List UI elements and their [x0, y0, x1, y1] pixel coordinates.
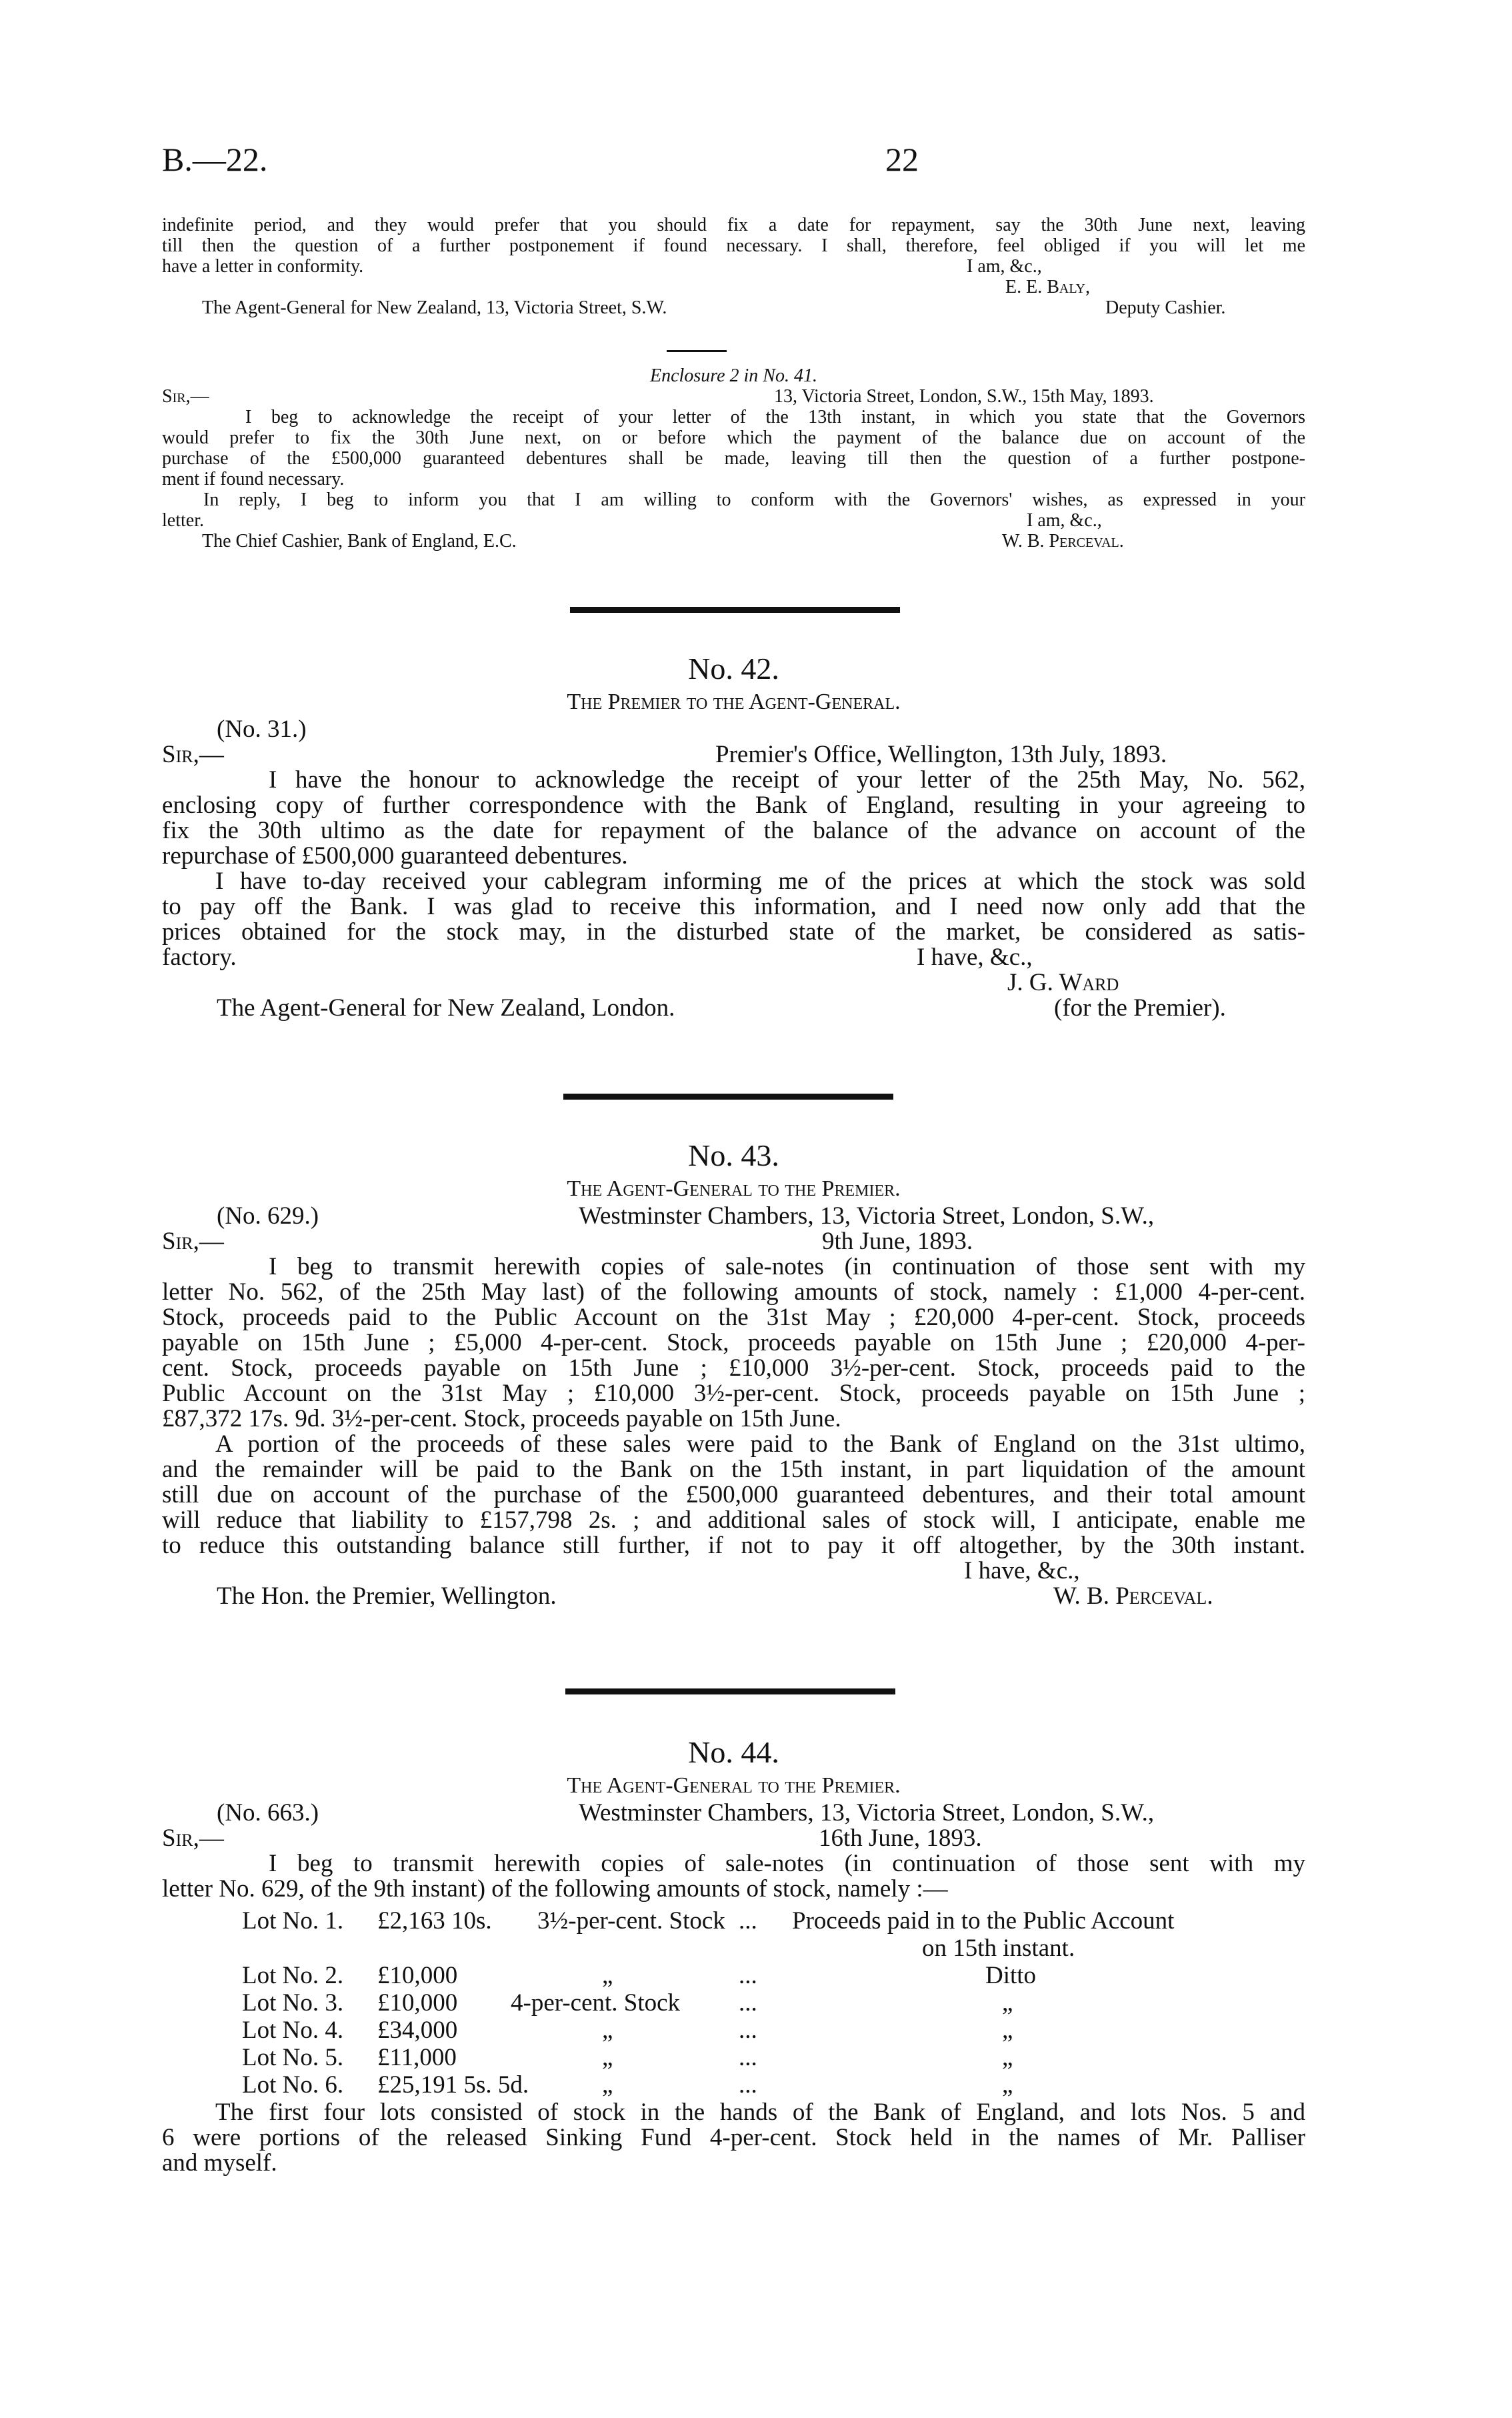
signer: W. B. Perceval.	[1053, 1582, 1213, 1610]
text-line: letter No. 562, of the 25th May last) of the following amounts of stock, namely : £1,000 4-per-cent.	[162, 1278, 1305, 1306]
divider	[667, 350, 727, 352]
lot-amount: £25,191 5s. 5d.	[377, 2071, 529, 2099]
text-line: to reduce this outstanding balance still further, if not to pay it off altogether, by the 30th instant.	[162, 1532, 1305, 1559]
letter-number: No. 43.	[688, 1138, 779, 1172]
table-row-continuation	[162, 1935, 1305, 1962]
text-line: repurchase of £500,000 guaranteed debentures.	[162, 842, 628, 870]
addressee: The Hon. the Premier, Wellington.	[217, 1582, 557, 1610]
text-line: to pay off the Bank. I was glad to receive this information, and I need now only add that the	[162, 893, 1305, 920]
text-line: factory.	[162, 944, 237, 971]
text-line: till then the question of a further postponement if found necessary. I shall, therefore, feel obliged if you will let me	[162, 235, 1305, 256]
lots-table	[162, 1907, 1305, 2099]
reference-line	[162, 717, 1305, 742]
text-line: The first four lots consisted of stock in the hands of the Bank of England, and lots Nos. 5 and	[215, 2099, 1305, 2126]
text-line-with-closing	[162, 945, 1305, 970]
lot-stock: „	[602, 2044, 613, 2071]
addressee-line	[162, 297, 1305, 318]
signer-title: Deputy Cashier.	[1105, 297, 1226, 318]
text-line: prices obtained for the stock may, in the disturbed state of the market, be considered as satis-	[162, 918, 1305, 946]
lot-amount: £2,163 10s.	[377, 1907, 492, 1935]
text-line-with-closing	[162, 256, 1305, 277]
text-line: In reply, I beg to inform you that I am willing to conform with the Governors' wishes, as expressed in your	[203, 489, 1305, 510]
signature-line	[162, 277, 1305, 297]
table-row	[162, 1962, 1305, 1989]
signer-note: (for the Premier).	[1054, 994, 1226, 1022]
text-line: cent. Stock, proceeds payable on 15th June ; £10,000 3½-per-cent. Stock, proceeds paid to the	[162, 1354, 1305, 1382]
table-row	[162, 2017, 1305, 2044]
date: 9th June, 1893.	[822, 1228, 973, 1255]
text-line: enclosing copy of further correspondence with the Bank of England, resulting in your agreeing to	[162, 792, 1305, 819]
lot-label: Lot No. 5.	[242, 2044, 344, 2071]
text-line: I beg to transmit herewith copies of sale-notes (in continuation of those sent with my	[269, 1253, 1305, 1280]
reference: (No. 663.)	[217, 1799, 319, 1827]
letter-subtitle: The Agent-General to the Premier.	[567, 1176, 901, 1201]
salutation: Sir,—	[162, 741, 224, 768]
lot-dots: ...	[739, 2071, 757, 2099]
text-line: 6 were portions of the released Sinking Fund 4-per-cent. Stock held in the names of Mr. Palliser	[162, 2124, 1305, 2151]
closing: I have, &c.,	[964, 1557, 1080, 1584]
text-line: and myself.	[162, 2149, 277, 2177]
closing: I have, &c.,	[917, 944, 1033, 971]
text-line: I have the honour to acknowledge the receipt of your letter of the 25th May, No. 562,	[269, 766, 1305, 794]
lot-amount: £34,000	[377, 2017, 458, 2044]
salutation: Sir,—	[162, 1825, 224, 1852]
closing-line	[162, 1558, 1305, 1584]
lot-dots: ...	[739, 2044, 757, 2071]
text-line: letter No. 629, of the 9th instant) of the following amounts of stock, namely :—	[162, 1875, 948, 1903]
text-line: I beg to transmit herewith copies of sale-notes (in continuation of those sent with my	[269, 1850, 1305, 1877]
address: Westminster Chambers, 13, Victoria Street, London, S.W.,	[579, 1202, 1155, 1230]
text-line: indefinite period, and they would prefer that you should fix a date for repayment, say the 30th June next, leaving	[162, 215, 1305, 235]
lot-note: „	[1002, 2044, 1013, 2071]
enclosure-heading: Enclosure 2 in No. 41.	[650, 365, 817, 386]
reference: (No. 629.)	[217, 1202, 319, 1230]
table-row	[162, 2044, 1305, 2071]
lot-stock: 3½-per-cent. Stock	[537, 1907, 725, 1935]
salutation-line	[162, 1229, 1305, 1254]
text-line: will reduce that liability to £157,798 2s. ; and additional sales of stock will, I anticipate, enable me	[162, 1506, 1305, 1534]
lot-stock: 4-per-cent. Stock	[511, 1989, 681, 2017]
text-line: I beg to acknowledge the receipt of your letter of the 13th instant, in which you state that the Governors	[245, 407, 1305, 427]
text-line: Public Account on the 31st May ; £10,000 3½-per-cent. Stock, proceeds payable on 15th June ;	[162, 1380, 1305, 1407]
letter-41-end	[162, 215, 1305, 318]
signer: W. B. Perceval.	[1002, 531, 1124, 551]
lot-stock: „	[602, 2071, 613, 2099]
salutation: Sir,—	[162, 1228, 224, 1255]
lot-amount: £10,000	[377, 1989, 458, 2017]
text-line: would prefer to fix the 30th June next, on or before which the payment of the balance due on account of the	[162, 427, 1305, 448]
lot-label: Lot No. 1.	[242, 1907, 344, 1935]
text-line: fix the 30th ultimo as the date for repayment of the balance of the advance on account of the	[162, 817, 1305, 844]
lot-dots: ...	[739, 1907, 757, 1935]
text-line: and the remainder will be paid to the Bank on the 15th instant, in part liquidation of the amount	[162, 1456, 1305, 1483]
closing: I am, &c.,	[967, 256, 1042, 277]
addressee: The Agent-General for New Zealand, London.	[217, 994, 675, 1022]
addressee-line	[162, 531, 1305, 551]
text-line: still due on account of the purchase of the £500,000 guaranteed debentures, and their total amount	[162, 1481, 1305, 1508]
addressee: The Agent-General for New Zealand, 13, Victoria Street, S.W.	[202, 297, 667, 318]
addressee-line	[162, 1584, 1305, 1609]
lot-note: „	[1002, 2017, 1013, 2044]
signer: J. G. Ward	[1007, 969, 1119, 996]
text-line: ment if found necessary.	[162, 469, 345, 489]
salutation-line	[162, 1826, 1305, 1851]
reference-line	[162, 1800, 1305, 1826]
lot-amount: £11,000	[377, 2044, 457, 2071]
lot-label: Lot No. 3.	[242, 1989, 344, 2017]
text-line: I have to-day received your cablegram informing me of the prices at which the stock was sold	[215, 868, 1305, 895]
lot-label: Lot No. 6.	[242, 2071, 344, 2099]
letter-number: No. 44.	[688, 1735, 779, 1769]
section-divider	[565, 1688, 895, 1694]
section-divider	[570, 607, 900, 613]
text-line: £87,372 17s. 9d. 3½-per-cent. Stock, proceeds payable on 15th June.	[162, 1405, 841, 1432]
text-line-with-closing	[162, 510, 1305, 531]
letter-no-42	[162, 650, 1305, 1021]
salutation-line	[162, 386, 1305, 407]
signature-line	[162, 970, 1305, 996]
closing: I am, &c.,	[1027, 510, 1102, 531]
date: 16th June, 1893.	[819, 1825, 982, 1852]
lot-dots: ...	[739, 1962, 757, 1989]
enclosure-2	[162, 365, 1305, 551]
text-line: Stock, proceeds paid to the Public Account on the 31st May ; £20,000 4-per-cent. Stock, proceeds	[162, 1304, 1305, 1331]
salutation-line	[162, 742, 1305, 768]
page-number: 22	[885, 141, 919, 178]
address: Westminster Chambers, 13, Victoria Street, London, S.W.,	[579, 1799, 1155, 1827]
lot-note: „	[1002, 1989, 1013, 2017]
section-divider	[563, 1094, 893, 1100]
document-id: B.—22.	[162, 141, 268, 178]
lot-label: Lot No. 2.	[242, 1962, 344, 1989]
letter-no-43	[162, 1137, 1305, 1609]
table-row	[162, 1907, 1305, 1935]
lot-amount: £10,000	[377, 1962, 458, 1989]
signer: E. E. Baly,	[1005, 277, 1090, 297]
text-line: have a letter in conformity.	[162, 256, 364, 277]
letter-number: No. 42.	[688, 652, 779, 686]
table-row	[162, 1989, 1305, 2017]
reference: (No. 31.)	[217, 716, 307, 743]
letter-no-44	[162, 1734, 1305, 2176]
addressee-line	[162, 996, 1305, 1021]
lot-note: „	[1002, 2071, 1013, 2099]
lot-stock: „	[602, 2017, 613, 2044]
lot-note: Proceeds paid in to the Public Account	[792, 1907, 1175, 1935]
address-date: 13, Victoria Street, London, S.W., 15th May, 1893.	[774, 386, 1154, 407]
addressee: The Chief Cashier, Bank of England, E.C.	[202, 531, 517, 551]
place-date: Premier's Office, Wellington, 13th July, 1893.	[715, 741, 1167, 768]
lot-note: Ditto	[985, 1962, 1037, 1989]
lot-stock: „	[602, 1962, 613, 1989]
lot-note-continued: on 15th instant.	[922, 1935, 1075, 1962]
text-line: purchase of the £500,000 guaranteed debentures shall be made, leaving till then the question of a further postpone-	[162, 448, 1305, 469]
salutation: Sir,—	[162, 386, 209, 407]
lot-dots: ...	[739, 2017, 757, 2044]
reference-line	[162, 1204, 1305, 1229]
lot-dots: ...	[739, 1989, 757, 2017]
text-line: letter.	[162, 510, 204, 531]
letter-subtitle: The Premier to the Agent-General.	[567, 690, 901, 714]
lot-label: Lot No. 4.	[242, 2017, 344, 2044]
page-header	[162, 140, 1305, 187]
table-row	[162, 2071, 1305, 2099]
letter-subtitle: The Agent-General to the Premier.	[567, 1773, 901, 1798]
text-line: payable on 15th June ; £5,000 4-per-cent. Stock, proceeds payable on 15th June ; £20,000 4-per-	[162, 1329, 1305, 1356]
text-line: A portion of the proceeds of these sales were paid to the Bank of England on the 31st ultimo,	[215, 1430, 1305, 1458]
